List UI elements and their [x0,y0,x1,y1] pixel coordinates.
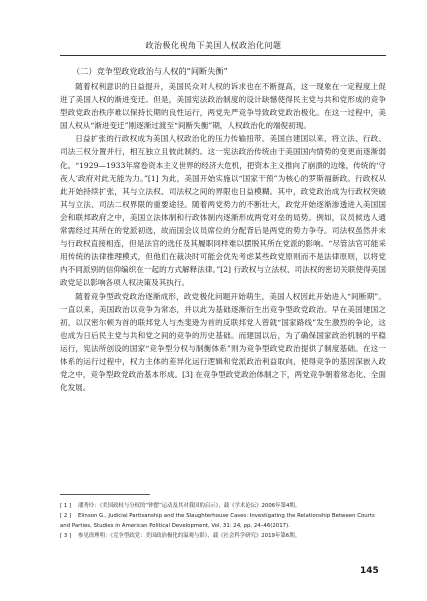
page-number: 145 [360,566,379,576]
footnote-text: Elinson G., Judicial Partisanship and the Slaughterhouse Cases: Investigating the Relationship Between Courts and Parties, Studies in American Political Development, Vol. 31: 24, pp. 24–46(2017). [60,513,375,529]
footnote-text: 参见徐理明：《竞争型政党：美国政治极化的溢观与影》，载《社会科学研究》2019年第6期。 [78,533,300,539]
footnote-text: 潘秀玲：《美国政权与分权的“钟摆”运动及其对我国的启示》，载《学术论坛》2006年第4期。 [78,503,301,509]
running-header: 政治极化视角下美国人权政治化问题 [145,41,282,50]
footnote-number: [ 2 ] [60,513,72,519]
footnote-1 [60,501,386,511]
footnote-3 [60,531,386,541]
footnote-number: [ 1 ] [60,503,72,509]
footnote-divider [60,494,150,495]
footnote-number: [ 3 ] [60,533,72,539]
paragraph-1: 随着权利意识的日益提升，美国民众对人权的诉求也在不断提高，这一现象在一定程度上促进了美国人权的渐进变迁。但是，美国宪法政治制度的设计缺憾使得民主党与共和党形成的竞争型政党政治秩序难以保持长期的良性运行，两党先严竞争导致政党政治极化。在这一过程中，美国人权从“渐进变迁”刚逐渐过渡至“间断失衡”期，人权政治化的端倪初现。 [60,82,386,131]
footnote-2 [60,511,386,531]
body-text [60,80,386,394]
header-divider [60,55,386,56]
paragraph-3: 随着竞争型政党政治逐渐成形，政党极化问题开始萌生，美国人权因此开始进入“间断期”。一直以来，美国政治以竞争为常态，并以此为基础逐渐衍生出竞争型政党政治。早在美国建国之初，以汉密尔顿为首的联邦党人与杰斐逊为首的反联邦党人曾就“国家路线”发生激烈的争论，这也成为日后民主党与共和党之间的竞争的历史基础。而建国以后，为了确保国家政治机制的平稳运行，宪法所创设的国家“竞争型分权与制衡体系”则为竞争型政党政治提供了制度基础。在这一体系的运行过程中，权力主体的差异化运行逻辑和党派政治利益取向，使得竞争的基因深嵌入政党之中，竞争型政党政治基本形成。[3] 在竞争型政党政治体制之下，两党竞争朝着常态化、全面化发展。 [60,291,386,393]
paragraph-2: 日益扩张的行政权成为美国人权政治化的压力传输扭带。美国自建国以来，将立法、行政、司法三权分置并行，相互独立且彼此制约。这一宪法政治传统由于美国国内情势的变更而逐渐弱化。“1929—1933年席卷资本主义世界的经济大危机，把资本主义推向了崩溃的边缘，传统的‘守夜人’政府对此无能为力。”[1] 为此，美国开始实施以“国家干预”为核心的罗斯福新政。行政权从此开始持续扩张，其与立法权、司法权之间的界限也日益模糊。其中，政党政治成为行政权突破其与立法、司法二权界限的重要途径。随着两党势力的不断壮大，政党开始逐渐渗透进入美国国会和联邦政府之中，美国立法体制和行政体制内逐渐形成两党对垒的局势。例如，议员候选人通常需经过其所在的党派初选，故而国会议员席位的分配背后是两党的势力争夺。司法权虽然并未与行政权直接相连，但是法官的选任及其履职同样难以摆脱其所在党派的影响。“尽管法官可能采用传统的法律推理模式，但他们在裁决时可能会优先考虑某些政党原则而不是法律原则，以将党内不同派别的信仰编织在一起的方式解释法律。”[2] 行政权与立法权、司法权的密切关联使得美国政党足以影响各项人权决策及其执行。 [60,134,386,288]
footnotes [60,501,386,541]
section-heading: （二）竞争型政党政治与人权的“间断失衡” [72,66,228,76]
